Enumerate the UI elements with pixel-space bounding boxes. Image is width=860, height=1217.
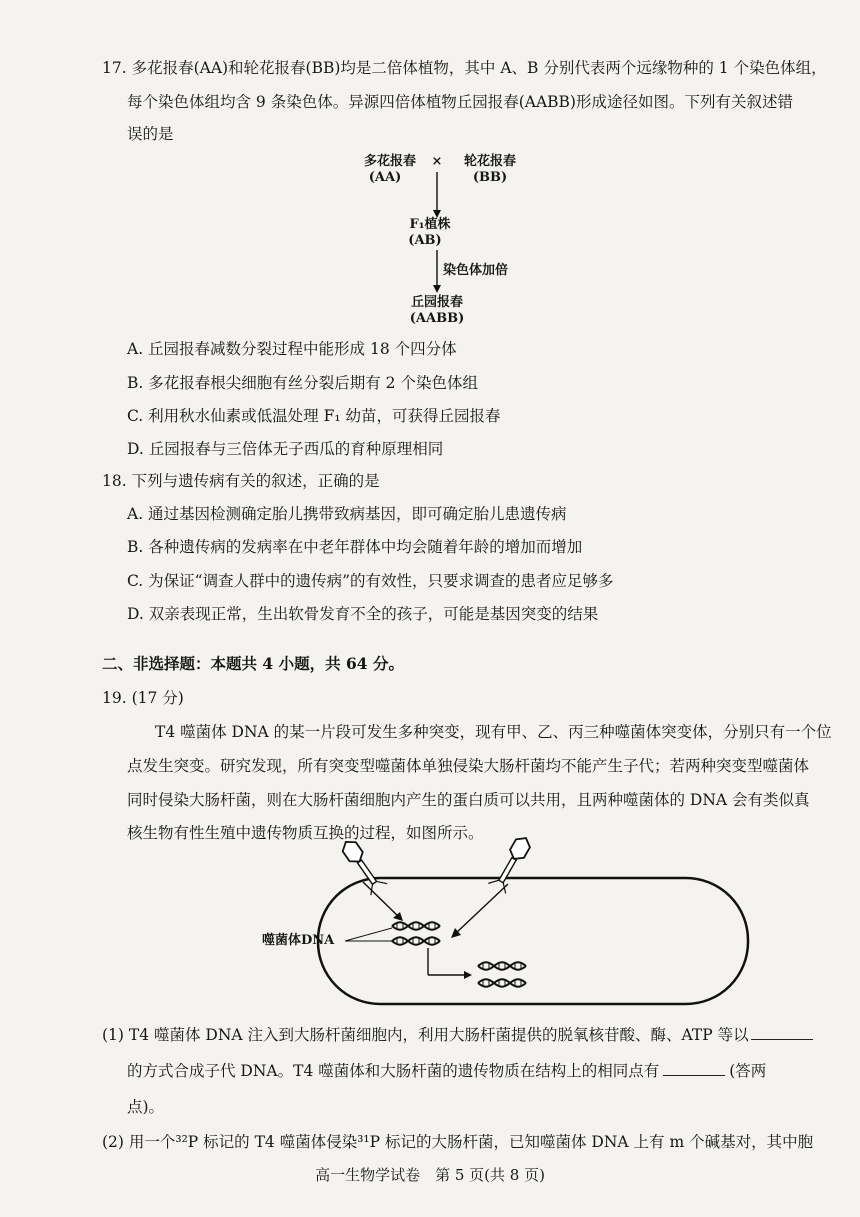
cross-symbol: × <box>431 154 443 169</box>
q19-sub1-tail: (答两 <box>729 1062 767 1080</box>
dna-helix-4 <box>478 979 526 987</box>
doubling-step: 染色体加倍 <box>443 263 509 278</box>
parent1-name: 多花报春 <box>363 154 416 169</box>
q19-para1: T4 噬菌体 DNA 的某一片段可发生多种突变，现有甲、乙、丙三种噬菌体突变体，分别只有一个位 <box>155 723 832 741</box>
q19-head: 19. (17 分) <box>102 689 184 707</box>
q18-option-a: A. 通过基因检测确定胎儿携带致病基因，即可确定胎儿患遗传病 <box>127 505 567 523</box>
q19-sub1-text: (1) T4 噬菌体 DNA 注入到大肠杆菌细胞内，利用大肠杆菌提供的脱氧核苷酸、酶、ATP 等以 <box>102 1026 749 1044</box>
f1-name: F₁植株 <box>409 217 451 232</box>
q19-para2: 点发生突变。研究发现，所有突变型噬菌体单独侵染大肠杆菌均不能产生子代；若两种突变型噬菌体 <box>127 757 810 775</box>
answer-blank-2[interactable] <box>663 1061 725 1076</box>
q17-option-a: A. 丘园报春减数分裂过程中能形成 18 个四分体 <box>127 340 457 358</box>
q17-option-b: B. 多花报春根尖细胞有丝分裂后期有 2 个染色体组 <box>127 374 478 392</box>
q18-option-c: C. 为保证“调查人群中的遗传病”的有效性，只要求调查的患者应足够多 <box>127 572 614 590</box>
phage-right <box>488 833 534 893</box>
parent2-genome: (BB) <box>472 170 508 185</box>
q19-sub2: (2) 用一个³²P 标记的 T4 噬菌体侵染³¹P 标记的大肠杆菌，已知噬菌体 DNA 上有 m 个碱基对，其中胞 <box>102 1133 814 1151</box>
phage-left <box>338 836 388 895</box>
parent1-genome: (AA) <box>368 170 402 185</box>
dna-helix-1 <box>392 922 440 930</box>
q18-option-b: B. 各种遗传病的发病率在中老年群体中均会随着年龄的增加而增加 <box>127 538 583 556</box>
q17-line3: 误的是 <box>127 125 174 143</box>
q19-sub1-line1 <box>102 1025 813 1045</box>
dna-helix-2 <box>392 937 440 945</box>
section-heading: 二、非选择题：本题共 4 小题，共 64 分。 <box>102 654 404 673</box>
q19-sub1-text2: 的方式合成子代 DNA。T4 噬菌体和大肠杆菌的遗传物质在结构上的相同点有 <box>127 1062 660 1080</box>
q19-para4: 核生物有性生殖中遗传物质互换的过程，如图所示。 <box>127 824 484 842</box>
q18-option-d: D. 双亲表现正常，生出软骨发育不全的孩子，可能是基因突变的结果 <box>127 605 599 623</box>
q19-para3: 同时侵染大肠杆菌，则在大肠杆菌细胞内产生的蛋白质可以共用，且两种噬菌体的 DNA 会有类似真 <box>127 791 810 809</box>
f1-genome: (AB) <box>408 233 442 248</box>
answer-blank-1[interactable] <box>751 1025 813 1040</box>
q19-sub1-line2 <box>127 1061 766 1081</box>
result-genome: (AABB) <box>409 311 465 326</box>
q18-stem: 18. 下列与遗传病有关的叙述，正确的是 <box>102 472 380 490</box>
page-footer: 高一生物学试卷 第 5 页(共 8 页) <box>315 1166 545 1184</box>
phage-dna-label: 噬菌体DNA <box>262 933 335 948</box>
result-name: 丘园报春 <box>410 295 463 310</box>
q17-line1: 17. 多花报春(AA)和轮花报春(BB)均是二倍体植物，其中 A、B 分别代表两个远缘物种的 1 个染色体组， <box>102 59 827 77</box>
parent2-name: 轮花报春 <box>463 154 516 169</box>
q17-line2: 每个染色体组均含 9 条染色体。异源四倍体植物丘园报春(AABB)形成途径如图。下列有关叙述错 <box>127 93 793 111</box>
q19-sub1-line3: 点)。 <box>127 1098 165 1116</box>
dna-helix-3 <box>478 962 526 970</box>
q17-option-c: C. 利用秋水仙素或低温处理 F₁ 幼苗，可获得丘园报春 <box>127 407 501 425</box>
q17-option-d: D. 丘园报春与三倍体无子西瓜的育种原理相同 <box>127 440 444 458</box>
